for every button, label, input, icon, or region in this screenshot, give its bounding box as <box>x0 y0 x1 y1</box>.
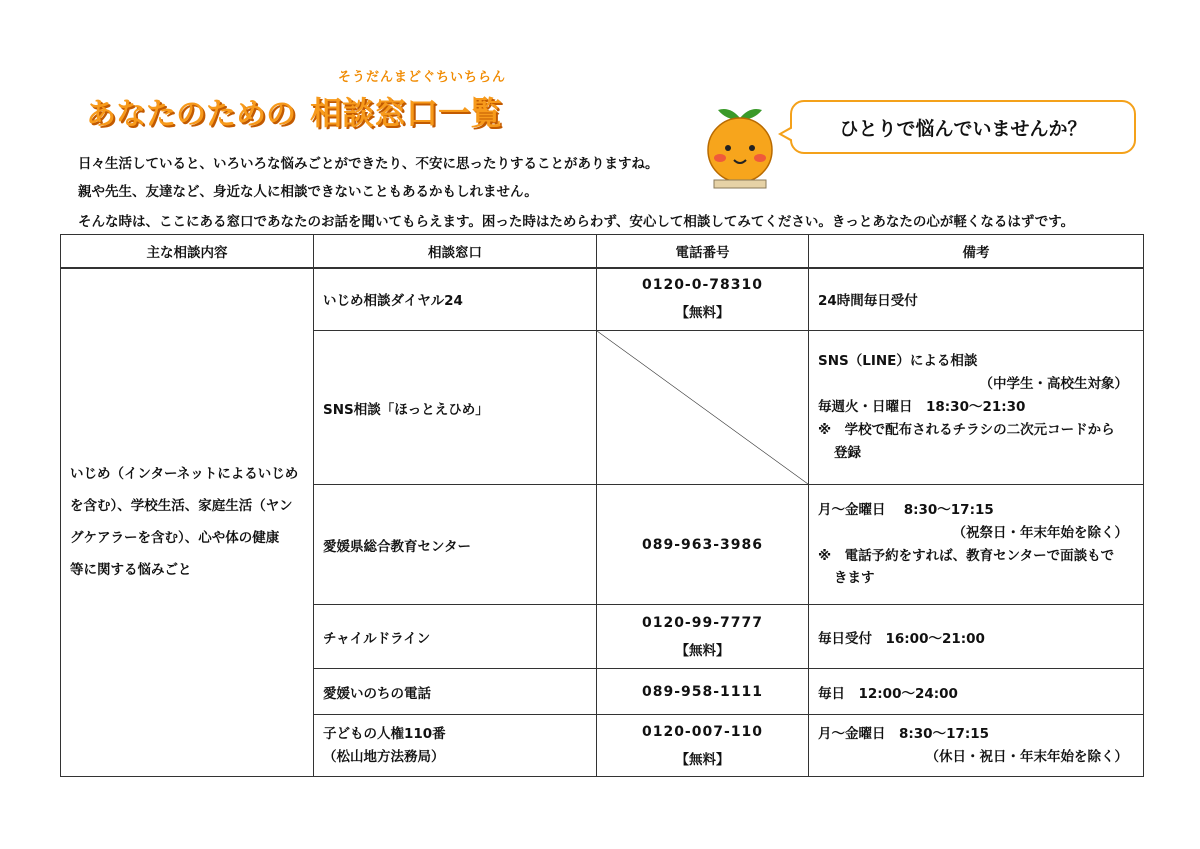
window-name: いじめ相談ダイヤル24 <box>314 268 597 331</box>
phone-cell <box>597 715 809 777</box>
intro-line-3: そんな時は、ここにある窓口であなたのお話を聞いてもらえます。困った時はためらわず、安心して相談してみてください。きっとあなたの心が軽くなるはずです。 <box>78 214 1075 230</box>
notes-cell <box>809 669 1144 715</box>
consultation-table <box>60 234 1144 777</box>
note-line: 24時間毎日受付 <box>818 293 918 310</box>
note-line: 登録 <box>834 444 861 461</box>
note-line: ※ 電話予約をすれば、教育センターで面談もで <box>818 547 1115 564</box>
intro-line-2: 親や先生、友達など、身近な人に相談できないこともあるかもしれません。 <box>78 184 538 200</box>
window-name: 愛媛いのちの電話 <box>314 669 597 715</box>
phone-number: 0120-99-7777 <box>641 614 764 631</box>
phone-cell <box>597 268 809 331</box>
topic-cell <box>61 268 314 777</box>
bubble-text: ひとりで悩んでいませんか？ <box>839 117 1087 140</box>
intro-line-1: 日々生活していると、いろいろな悩みごとができたり、不安に思ったりすることがありますね。 <box>78 156 659 172</box>
free-label: 【無料】 <box>675 751 730 768</box>
phone-cell <box>597 485 809 605</box>
notes-cell <box>809 485 1144 605</box>
note-line: （休日・祝日・年末年始を除く） <box>925 748 1128 765</box>
free-label: 【無料】 <box>675 642 730 659</box>
topic-line: グケアラーを含む）、心や体の健康 <box>70 530 280 547</box>
window-name: 愛媛県総合教育センター <box>314 485 597 605</box>
note-line: （祝祭日・年末年始を除く） <box>952 524 1128 541</box>
notes-cell <box>809 715 1144 777</box>
note-line: SNS（LINE）による相談 <box>818 353 978 370</box>
note-line: （中学生・高校生対象） <box>979 376 1128 393</box>
note-line: ※ 学校で配布されるチラシの二次元コードから <box>818 421 1115 438</box>
speech-bubble <box>790 100 1136 154</box>
topic-line: 等に関する悩みごと <box>70 562 192 579</box>
window-name: SNS相談「ほっとえひめ」 <box>314 331 597 485</box>
note-line: 毎週火・日曜日 18:30～21:30 <box>818 399 1026 416</box>
note-line: 毎日受付 16:00～21:00 <box>818 630 985 647</box>
note-line: きます <box>834 570 875 587</box>
notes-cell <box>809 331 1144 485</box>
notes-cell <box>809 605 1144 669</box>
mikan-mascot-icon <box>700 104 780 194</box>
note-line: 月～金曜日 8:30～17:15 <box>818 725 990 742</box>
window-name-cell <box>314 715 597 777</box>
diagonal-line <box>597 331 808 484</box>
header-window: 相談窓口 <box>314 235 597 268</box>
notes-cell <box>809 268 1144 331</box>
topic-line: を含む）、学校生活、家庭生活（ヤン <box>70 498 293 515</box>
window-name: チャイルドライン <box>314 605 597 669</box>
page-title <box>86 88 502 134</box>
title-part1: あなたのための <box>86 97 296 132</box>
title-part2: 相談窓口一覧 <box>310 94 503 132</box>
free-label: 【無料】 <box>675 305 730 322</box>
header-notes: 備考 <box>809 235 1144 268</box>
note-line: 月～金曜日 8:30～17:15 <box>818 501 994 518</box>
phone-number: 0120-0-78310 <box>641 277 764 294</box>
phone-cell <box>597 605 809 669</box>
phone-cell <box>597 669 809 715</box>
phone-number: 0120-007-110 <box>641 723 764 740</box>
window-name-sub: （松山地方法務局） <box>323 748 445 765</box>
header-topic: 主な相談内容 <box>61 235 314 268</box>
table-row <box>61 268 1144 331</box>
title-ruby: そうだんまどぐちいちらん <box>338 70 507 85</box>
phone-number: 089-958-1111 <box>641 683 764 700</box>
window-name: 子どもの人権110番 <box>323 725 446 742</box>
header-phone: 電話番号 <box>597 235 809 268</box>
phone-cell-empty <box>597 331 809 485</box>
topic-line: いじめ（インターネットによるいじめ <box>70 466 299 483</box>
table-header-row <box>61 235 1144 268</box>
phone-number: 089-963-3986 <box>641 536 764 553</box>
note-line: 毎日 12:00～24:00 <box>818 685 958 702</box>
